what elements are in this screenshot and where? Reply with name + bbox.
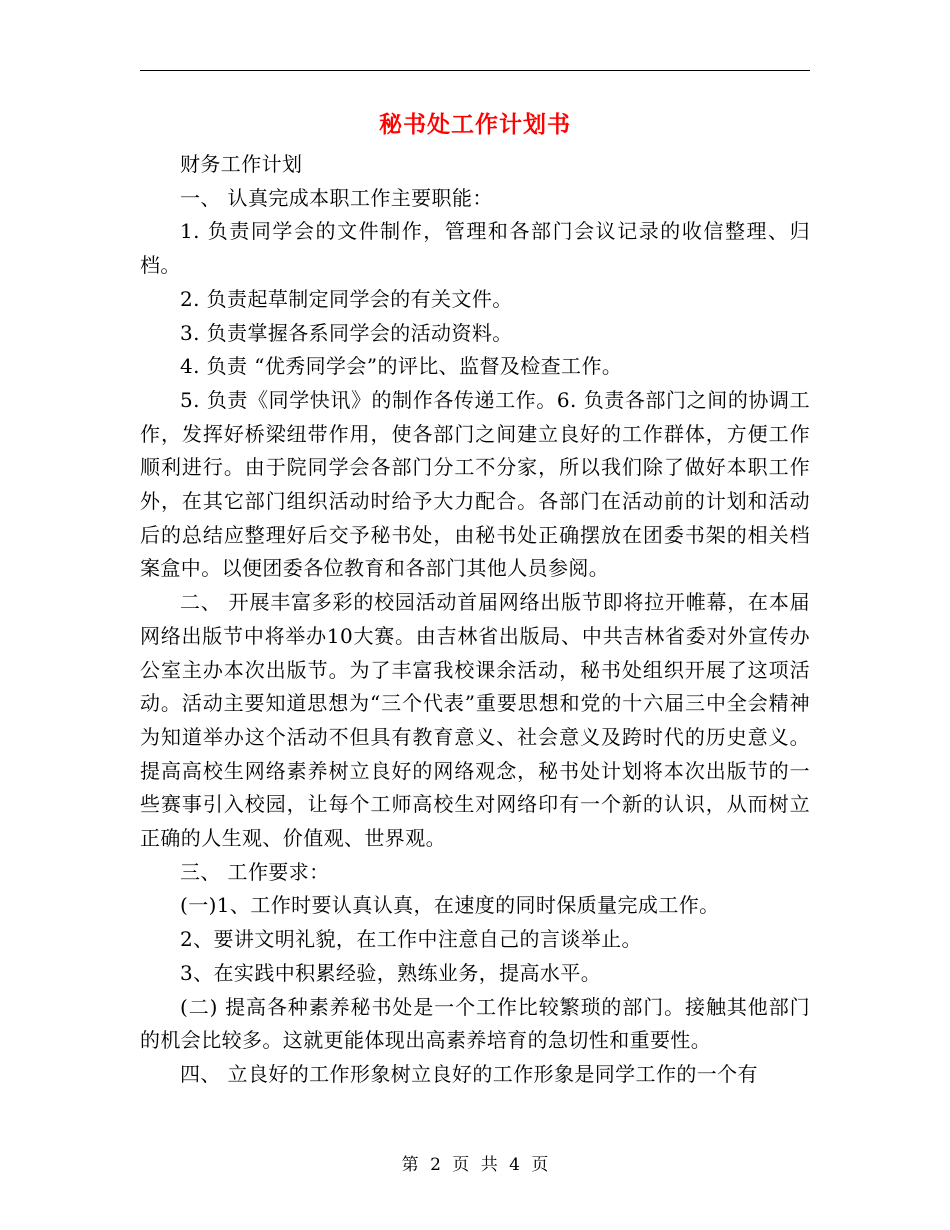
page-footer: 第 2 页 共 4 页 xyxy=(401,1155,549,1175)
paragraph-requirement-1: (一)1、工作时要认真认真，在速度的同时保质量完成工作。 xyxy=(180,893,720,918)
document-body xyxy=(140,148,810,1092)
paragraph-item-2: 2. 负责起草制定同学会的有关文件。 xyxy=(180,286,513,311)
paragraph-item-4: 4. 负责 “优秀同学会”的评比、监督及检查工作。 xyxy=(180,354,623,379)
document-title: 秘书处工作计划书 xyxy=(379,111,571,138)
paragraph-section-2: 二、 开展丰富多彩的校园活动首届网络出版节即将拉开帷幕，在本届网络出版节中将举办10大赛。由吉林省出版局、中共吉林省委对外宣传办公室主办本次出版节。为了丰富我校课余活动，秘书处组织开展了这项活动。活动主要知道思想为“三个代表”重要思想和党的十六届三中全会精神为知道举办这个活动不但具有教育意义、社会意义及跨时代的历史意义。提高高校生网络素养树立良好的网络观念，秘书处计划将本次出版节的一些赛事引入校园，让每个工师高校生对网络印有一个新的认识，从而树立正确的人生观、价值观、世界观。 xyxy=(140,590,810,851)
paragraph-section-3-heading: 三、 工作要求： xyxy=(180,859,330,884)
paragraph-subtitle: 财务工作计划 xyxy=(180,152,303,176)
paragraph-item-3: 3. 负责掌握各系同学会的活动资料。 xyxy=(180,320,513,345)
paragraph-section-4: 四、 立良好的工作形象树立良好的工作形象是同学工作的一个有 xyxy=(180,1061,758,1086)
paragraph-requirement-3: 3、在实践中积累经验，熟练业务，提高水平。 xyxy=(180,960,602,985)
header-rule xyxy=(140,70,810,71)
paragraph-item-1: 1. 负责同学会的文件制作，管理和各部门会议记录的收信整理、归档。 xyxy=(140,219,810,278)
paragraph-section-1-heading: 一、 认真完成本职工作主要职能： xyxy=(180,185,493,210)
paragraph-item-5-6: 5. 负责《同学快讯》的制作各传递工作。6. 负责各部门之间的协调工作，发挥好桥梁纽带作用，使各部门之间建立良好的工作群体，方便工作顺利进行。由于院同学会各部门分工不分家，所以我们除了做好本职工作外，在其它部门组织活动时给予大力配合。各部门在活动前的计划和活动后的总结应整理好后交予秘书处，由秘书处正确摆放在团委书架的相关档案盒中。以便团委各位教育和各部门其他人员参阅。 xyxy=(140,387,810,581)
paragraph-requirement-quality: (二) 提高各种素养秘书处是一个工作比较繁琐的部门。接触其他部门的机会比较多。这就更能体现出高素养培育的急切性和重要性。 xyxy=(140,994,810,1053)
paragraph-requirement-2: 2、要讲文明礼貌，在工作中注意自己的言谈举止。 xyxy=(180,927,642,952)
